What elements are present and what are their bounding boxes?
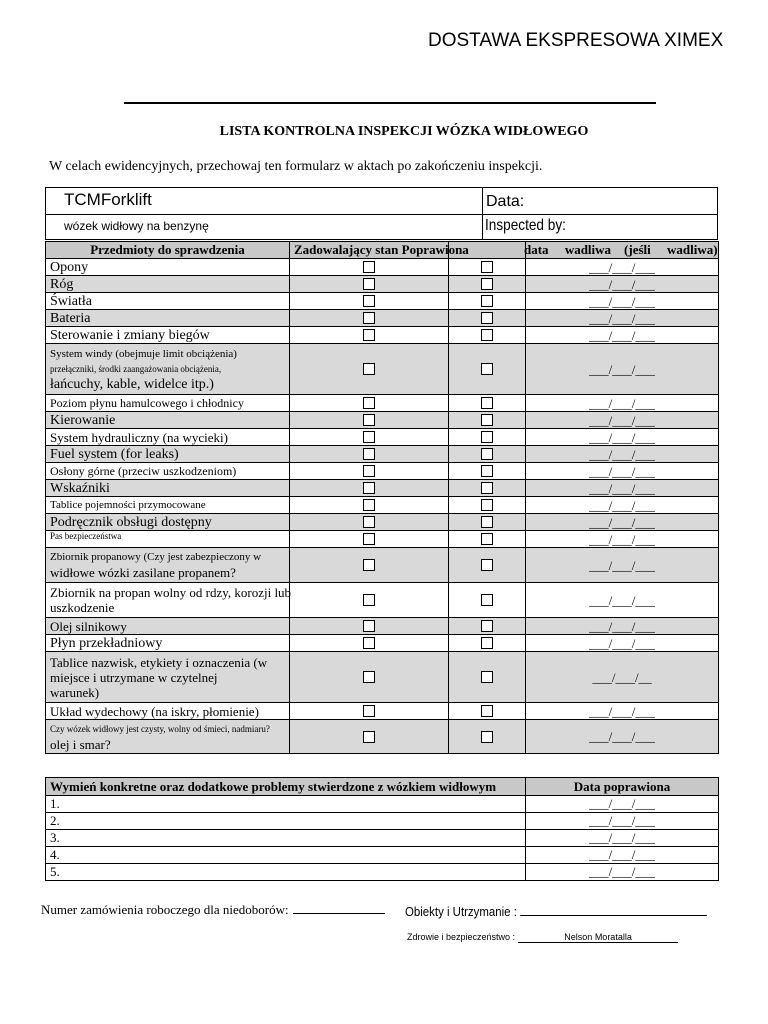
company-name: DOSTAWA EKSPRESOWA XIMEX xyxy=(428,30,724,51)
satisfactory-checkbox[interactable] xyxy=(363,731,375,743)
issue-number[interactable]: 2. xyxy=(46,813,526,830)
column-items: Przedmioty do sprawdzenia xyxy=(46,242,290,259)
health-safety-label: Zdrowie i bezpieczeństwo : xyxy=(407,932,516,942)
corrected-checkbox[interactable] xyxy=(481,516,493,528)
forklift-info-box xyxy=(45,187,718,240)
item-label: Tablice pojemności przymocowane xyxy=(46,497,290,514)
issue-date-field[interactable]: ___/___/___ xyxy=(526,813,719,830)
corrected-checkbox[interactable] xyxy=(481,533,493,545)
forklift-fuel-type: wózek widłowy na benzynę xyxy=(64,219,209,233)
item-label: Wskaźniki xyxy=(46,480,290,497)
defect-date-field[interactable]: ___/___/___ xyxy=(526,583,719,618)
inspected-by-label: Inspected by: xyxy=(485,217,566,234)
corrected-checkbox[interactable] xyxy=(481,482,493,494)
satisfactory-checkbox[interactable] xyxy=(363,363,375,375)
satisfactory-checkbox[interactable] xyxy=(363,448,375,460)
defect-date-field[interactable]: ___/___/___ xyxy=(526,703,719,720)
checklist-row xyxy=(46,583,719,618)
item-label: Czy wózek widłowy jest czysty, wolny od śmieci, nadmiaru? olej i smar? xyxy=(46,720,290,754)
item-label: Podręcznik obsługi dostępny xyxy=(46,514,290,531)
item-label: Opony xyxy=(46,259,290,276)
satisfactory-checkbox[interactable] xyxy=(363,482,375,494)
item-label: Pas bezpieczeństwa xyxy=(46,531,290,548)
defect-date-field[interactable]: ___/___/___ xyxy=(526,395,719,412)
issues-header-row xyxy=(46,778,719,796)
satisfactory-checkbox[interactable] xyxy=(363,414,375,426)
defect-date-field[interactable]: ___/___/___ xyxy=(526,720,719,754)
info-box-divider-horizontal xyxy=(46,214,717,215)
defect-date-field[interactable]: ___/___/___ xyxy=(526,463,719,480)
work-order-field xyxy=(41,902,385,918)
satisfactory-checkbox[interactable] xyxy=(363,705,375,717)
corrected-checkbox[interactable] xyxy=(481,594,493,606)
defect-date-field[interactable]: ___/___/___ xyxy=(526,276,719,293)
satisfactory-checkbox[interactable] xyxy=(363,312,375,324)
item-label: Olej silnikowy xyxy=(46,618,290,635)
checklist-row xyxy=(46,480,719,497)
item-label: System windy (obejmuje limit obciążenia) przełączniki, środki zaangażowania obciążenia, łańcuchy, kable, widelce itp.) xyxy=(46,344,290,395)
corrected-checkbox[interactable] xyxy=(481,559,493,571)
defect-date-field[interactable]: ___/___/___ xyxy=(526,480,719,497)
defect-date-field[interactable]: ___/___/___ xyxy=(526,327,719,344)
checklist-row xyxy=(46,703,719,720)
satisfactory-checkbox[interactable] xyxy=(363,533,375,545)
corrected-checkbox[interactable] xyxy=(481,295,493,307)
work-order-input-line[interactable] xyxy=(293,902,385,914)
checklist-row xyxy=(46,635,719,652)
defect-date-field[interactable]: ___/___/___ xyxy=(526,514,719,531)
checklist-row xyxy=(46,276,719,293)
checklist-row xyxy=(46,293,719,310)
issue-date-field[interactable]: ___/___/___ xyxy=(526,796,719,813)
item-label: Tablice nazwisk, etykiety i oznaczenia (w miejsce i utrzymane w czytelnej warunek) xyxy=(46,652,290,703)
item-label: Bateria xyxy=(46,310,290,327)
defect-date-field[interactable]: ___/___/___ xyxy=(526,310,719,327)
checklist-row xyxy=(46,548,719,583)
instructions-text: W celach ewidencyjnych, przechowaj ten formularz w aktach po zakończeniu inspekcji. xyxy=(49,159,543,174)
item-label: Światła xyxy=(46,293,290,310)
health-safety-name[interactable]: Nelson Moratalla xyxy=(518,932,678,943)
checklist-row xyxy=(46,446,719,463)
item-label: Kierowanie xyxy=(46,412,290,429)
satisfactory-checkbox[interactable] xyxy=(363,431,375,443)
corrected-checkbox[interactable] xyxy=(481,637,493,649)
issue-row xyxy=(46,796,719,813)
checklist-row xyxy=(46,310,719,327)
defect-date-field[interactable]: ___/___/___ xyxy=(526,429,719,446)
issue-date-field[interactable]: ___/___/___ xyxy=(526,864,719,881)
satisfactory-checkbox[interactable] xyxy=(363,516,375,528)
date-label: Data: xyxy=(486,193,525,210)
issue-number[interactable]: 1. xyxy=(46,796,526,813)
item-label: Sterowanie i zmiany biegów xyxy=(46,327,290,344)
defect-date-field[interactable]: ___/___/___ xyxy=(526,446,719,463)
column-satisfactory: Zadowalający stan Poprawiona xyxy=(290,242,449,259)
satisfactory-checkbox[interactable] xyxy=(363,671,375,683)
document-title: LISTA KONTROLNA INSPEKCJI WÓZKA WIDŁOWEGO xyxy=(219,124,589,139)
issue-date-field[interactable]: ___/___/___ xyxy=(526,847,719,864)
item-label: Poziom płynu hamulcowego i chłodnicy xyxy=(46,395,290,412)
issue-number[interactable]: 5. xyxy=(46,864,526,881)
satisfactory-checkbox[interactable] xyxy=(363,278,375,290)
forklift-model: TCMForklift xyxy=(64,190,152,209)
checklist-header-row xyxy=(46,242,719,259)
issue-row xyxy=(46,847,719,864)
defect-date-field[interactable]: ___/___/___ xyxy=(526,497,719,514)
issues-column-date: Data poprawiona xyxy=(526,778,719,796)
satisfactory-checkbox[interactable] xyxy=(363,499,375,511)
checklist-row xyxy=(46,429,719,446)
corrected-checkbox[interactable] xyxy=(481,448,493,460)
defect-date-field[interactable]: ___/___/___ xyxy=(526,344,719,395)
facilities-input-line[interactable] xyxy=(520,904,707,916)
column-date-defective: data wadliwa (jeśli wadliwa) xyxy=(524,242,718,257)
satisfactory-checkbox[interactable] xyxy=(363,620,375,632)
issue-date-field[interactable]: ___/___/___ xyxy=(526,830,719,847)
facilities-field xyxy=(405,904,707,919)
checklist-row xyxy=(46,463,719,480)
facilities-label: Obiekty i Utrzymanie : xyxy=(405,904,517,919)
satisfactory-checkbox[interactable] xyxy=(363,261,375,273)
satisfactory-checkbox[interactable] xyxy=(363,465,375,477)
defect-date-field[interactable]: ___/___/___ xyxy=(526,531,719,548)
additional-issues-table xyxy=(45,777,719,881)
item-label: Osłony górne (przeciw uszkodzeniom) xyxy=(46,463,290,480)
checklist-row xyxy=(46,652,719,703)
checklist-row xyxy=(46,327,719,344)
checklist-row xyxy=(46,618,719,635)
defect-date-field[interactable]: ___/___/___ xyxy=(526,412,719,429)
inspection-checklist-table xyxy=(45,241,719,754)
corrected-checkbox[interactable] xyxy=(481,261,493,273)
checklist-row xyxy=(46,720,719,754)
issues-column-description: Wymień konkretne oraz dodatkowe problemy stwierdzone z wózkiem widłowym xyxy=(46,778,526,796)
corrected-checkbox[interactable] xyxy=(481,278,493,290)
corrected-checkbox[interactable] xyxy=(481,414,493,426)
corrected-checkbox[interactable] xyxy=(481,620,493,632)
title-rule xyxy=(124,102,656,104)
checklist-row xyxy=(46,531,719,548)
defect-date-field[interactable]: ___/___/__ xyxy=(526,652,719,703)
item-label: Układ wydechowy (na iskry, płomienie) xyxy=(46,703,290,720)
item-label: Płyn przekładniowy xyxy=(46,635,290,652)
item-label: Zbiornik na propan wolny od rdzy, korozji lub uszkodzenie xyxy=(46,583,290,618)
checklist-row xyxy=(46,412,719,429)
corrected-checkbox[interactable] xyxy=(481,312,493,324)
checklist-row xyxy=(46,259,719,276)
issue-row xyxy=(46,813,719,830)
item-label: Fuel system (for leaks) xyxy=(46,446,290,463)
checklist-row xyxy=(46,395,719,412)
item-label: System hydrauliczny (na wycieki) xyxy=(46,429,290,446)
issue-row xyxy=(46,864,719,881)
satisfactory-checkbox[interactable] xyxy=(363,397,375,409)
corrected-checkbox[interactable] xyxy=(481,431,493,443)
corrected-checkbox[interactable] xyxy=(481,731,493,743)
satisfactory-checkbox[interactable] xyxy=(363,637,375,649)
issue-number[interactable]: 3. xyxy=(46,830,526,847)
health-safety-field xyxy=(407,932,678,943)
checklist-row xyxy=(46,497,719,514)
item-label: Zbiornik propanowy (Czy jest zabezpieczony w widłowe wózki zasilane propanem? xyxy=(46,548,290,583)
corrected-checkbox[interactable] xyxy=(481,363,493,375)
corrected-checkbox[interactable] xyxy=(481,671,493,683)
checklist-row xyxy=(46,514,719,531)
defect-date-field[interactable]: ___/___/___ xyxy=(526,618,719,635)
issue-number[interactable]: 4. xyxy=(46,847,526,864)
corrected-checkbox[interactable] xyxy=(481,397,493,409)
work-order-label: Numer zamówienia roboczego dla niedoborów: xyxy=(41,902,289,917)
corrected-checkbox[interactable] xyxy=(481,465,493,477)
satisfactory-checkbox[interactable] xyxy=(363,559,375,571)
satisfactory-checkbox[interactable] xyxy=(363,295,375,307)
defect-date-field[interactable]: ___/___/___ xyxy=(526,635,719,652)
checklist-row xyxy=(46,344,719,395)
corrected-checkbox[interactable] xyxy=(481,499,493,511)
defect-date-field[interactable]: ___/___/___ xyxy=(526,293,719,310)
item-label: Róg xyxy=(46,276,290,293)
satisfactory-checkbox[interactable] xyxy=(363,594,375,606)
defect-date-field[interactable]: ___/___/___ xyxy=(526,259,719,276)
corrected-checkbox[interactable] xyxy=(481,705,493,717)
defect-date-field[interactable]: ___/___/___ xyxy=(526,548,719,583)
satisfactory-checkbox[interactable] xyxy=(363,329,375,341)
issue-row xyxy=(46,830,719,847)
corrected-checkbox[interactable] xyxy=(481,329,493,341)
